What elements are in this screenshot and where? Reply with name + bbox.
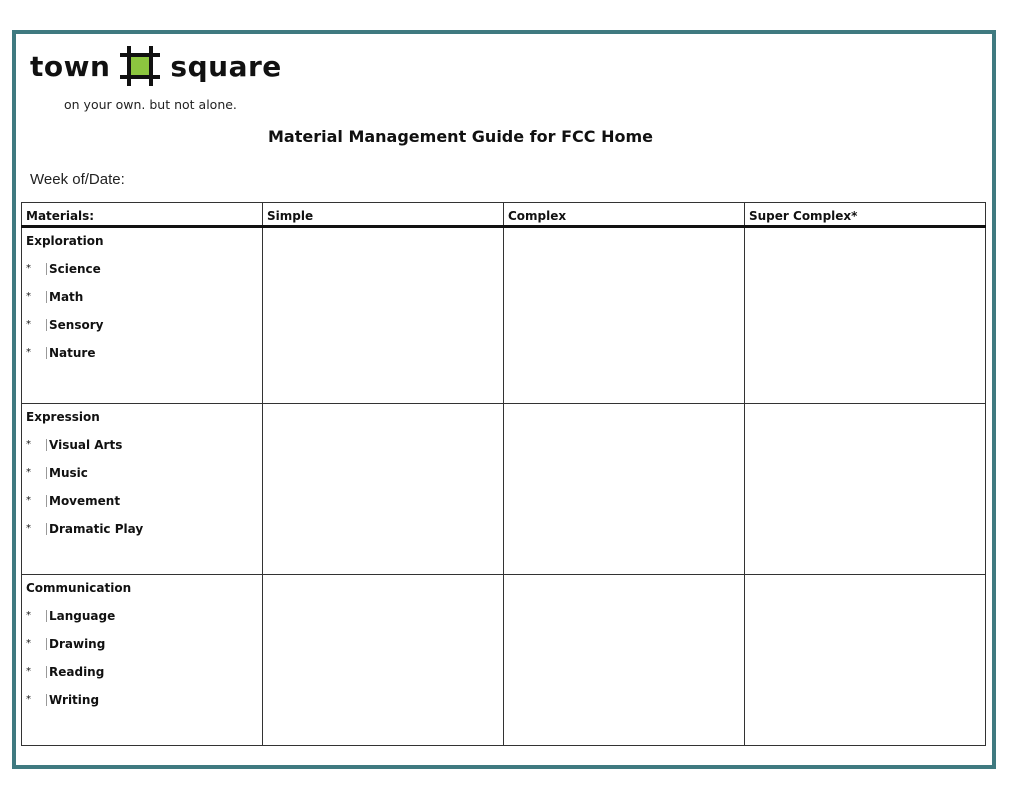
column-header-simple: Simple <box>263 203 504 227</box>
week-date-label: Week of/Date: <box>30 171 125 188</box>
bullet-star: * <box>26 495 31 506</box>
text-cursor-mark <box>46 495 47 507</box>
list-item <box>22 692 262 707</box>
super-complex-cell[interactable] <box>745 404 986 575</box>
simple-cell[interactable] <box>263 404 504 575</box>
bullet-star: * <box>26 291 31 302</box>
item-label: Writing <box>49 692 100 707</box>
bullet-star: * <box>26 523 31 534</box>
table-row <box>22 227 986 404</box>
list-item <box>22 493 262 508</box>
text-cursor-mark <box>46 439 47 451</box>
item-label: Music <box>49 465 88 480</box>
town-square-logo-icon <box>118 44 162 88</box>
list-item <box>22 261 262 276</box>
logo-word-square: square <box>170 49 282 83</box>
bullet-star: * <box>26 610 31 621</box>
text-cursor-mark <box>46 523 47 535</box>
text-cursor-mark <box>46 467 47 479</box>
text-cursor-mark <box>46 263 47 275</box>
column-header-materials: Materials: <box>22 203 263 227</box>
complex-cell[interactable] <box>504 404 745 575</box>
item-label: Nature <box>49 345 96 360</box>
item-label: Dramatic Play <box>49 521 144 536</box>
logo-word-town: town <box>30 49 111 83</box>
list-item <box>22 289 262 304</box>
list-item <box>22 317 262 332</box>
item-label: Sensory <box>49 317 104 332</box>
category-label: Communication <box>26 581 132 595</box>
table-header-row <box>22 203 986 227</box>
category-label: Expression <box>26 410 100 424</box>
materials-cell <box>22 404 263 575</box>
super-complex-cell[interactable] <box>745 227 986 404</box>
column-header-super-complex: Super Complex* <box>745 203 986 227</box>
bullet-star: * <box>26 263 31 274</box>
text-cursor-mark <box>46 610 47 622</box>
bullet-star: * <box>26 467 31 478</box>
table-row <box>22 575 986 746</box>
bullet-star: * <box>26 319 31 330</box>
table-row <box>22 404 986 575</box>
bullet-star: * <box>26 666 31 677</box>
list-item <box>22 437 262 452</box>
item-label: Drawing <box>49 636 106 651</box>
item-label: Visual Arts <box>49 437 123 452</box>
materials-cell <box>22 227 263 404</box>
item-label: Language <box>49 608 116 623</box>
text-cursor-mark <box>46 291 47 303</box>
item-list <box>22 437 262 536</box>
logo <box>30 42 282 90</box>
bullet-star: * <box>26 439 31 450</box>
list-item <box>22 636 262 651</box>
text-cursor-mark <box>46 638 47 650</box>
document-title: Material Management Guide for FCC Home <box>268 127 653 146</box>
text-cursor-mark <box>46 694 47 706</box>
text-cursor-mark <box>46 347 47 359</box>
materials-cell <box>22 575 263 746</box>
simple-cell[interactable] <box>263 227 504 404</box>
item-label: Movement <box>49 493 121 508</box>
tagline: on your own. but not alone. <box>64 97 237 112</box>
list-item <box>22 521 262 536</box>
complex-cell[interactable] <box>504 227 745 404</box>
bullet-star: * <box>26 638 31 649</box>
bullet-star: * <box>26 694 31 705</box>
item-list <box>22 261 262 360</box>
list-item <box>22 345 262 360</box>
list-item <box>22 664 262 679</box>
item-label: Science <box>49 261 101 276</box>
bullet-star: * <box>26 347 31 358</box>
materials-table <box>21 202 986 746</box>
item-list <box>22 608 262 707</box>
list-item <box>22 608 262 623</box>
text-cursor-mark <box>46 319 47 331</box>
item-label: Reading <box>49 664 105 679</box>
complex-cell[interactable] <box>504 575 745 746</box>
text-cursor-mark <box>46 666 47 678</box>
list-item <box>22 465 262 480</box>
super-complex-cell[interactable] <box>745 575 986 746</box>
simple-cell[interactable] <box>263 575 504 746</box>
category-label: Exploration <box>26 234 104 248</box>
item-label: Math <box>49 289 84 304</box>
column-header-complex: Complex <box>504 203 745 227</box>
